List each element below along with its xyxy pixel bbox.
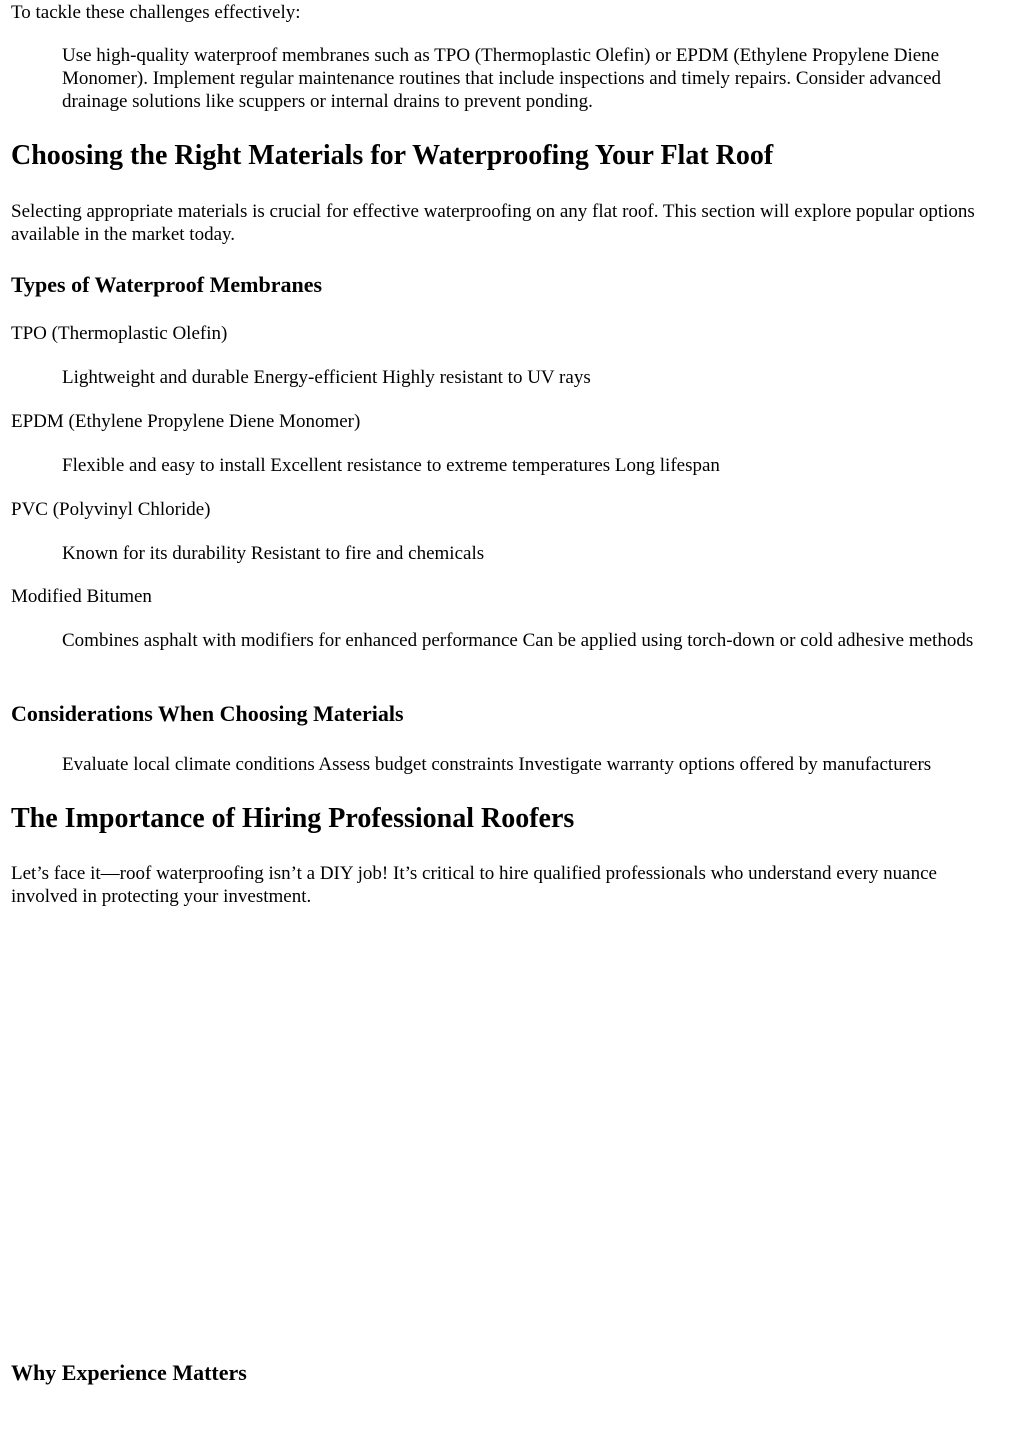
membrane-name: EPDM (Ethylene Propylene Diene Monomer) <box>11 411 361 432</box>
membrane-details: Known for its durability Resistant to fire and chemicals <box>62 543 485 564</box>
intro-tips: Use high-quality waterproof membranes such as TPO (Thermoplastic Olefin) or EPDM (Ethylene Propylene Diene Monomer). Implement regular maintenance routines that include inspections and timely repairs. Consider advanced drainage solutions like scuppers or internal drains to prevent ponding. <box>62 45 942 112</box>
membrane-name: PVC (Polyvinyl Chloride) <box>11 499 211 520</box>
considerations-list: Evaluate local climate conditions Assess budget constraints Investigate warranty options offered by manufacturers <box>62 754 932 775</box>
membrane-details: Combines asphalt with modifiers for enhanced performance Can be applied using torch-down or cold adhesive methods <box>62 630 974 651</box>
materials-paragraph: Selecting appropriate materials is crucial for effective waterproofing on any flat roof. This section will explore popular options available in the market today. <box>11 201 975 245</box>
membrane-details: Lightweight and durable Energy-efficient Highly resistant to UV rays <box>62 367 591 388</box>
professionals-paragraph: Let’s face it—roof waterproofing isn’t a DIY job! It’s critical to hire qualified professionals who understand every nuance involved in protecting your investment. <box>11 863 937 907</box>
membranes-heading: Types of Waterproof Membranes <box>11 272 323 297</box>
professionals-heading: The Importance of Hiring Professional Roofers <box>11 803 575 834</box>
considerations-heading: Considerations When Choosing Materials <box>11 701 404 726</box>
membrane-name: TPO (Thermoplastic Olefin) <box>11 323 228 344</box>
intro-lead: To tackle these challenges effectively: <box>11 2 301 23</box>
experience-heading: Why Experience Matters <box>11 1360 247 1385</box>
materials-heading: Choosing the Right Materials for Waterproofing Your Flat Roof <box>11 140 774 171</box>
membrane-details: Flexible and easy to install Excellent resistance to extreme temperatures Long lifespan <box>62 455 720 476</box>
membrane-name: Modified Bitumen <box>11 586 152 607</box>
